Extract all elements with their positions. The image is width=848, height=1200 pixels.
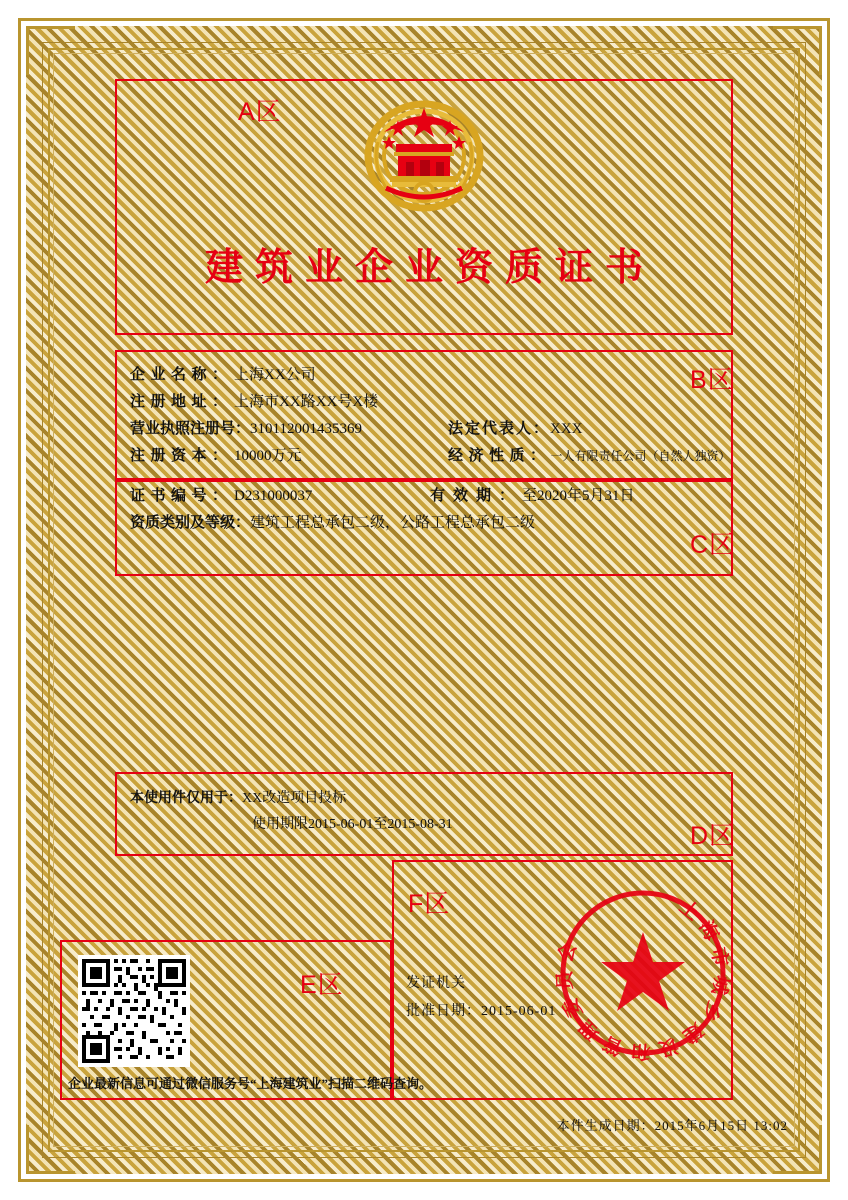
usage-purpose-label: 本使用件仅用于： xyxy=(130,791,242,806)
license-no-label: 营业执照注册号： xyxy=(130,421,251,437)
field-row-category xyxy=(130,510,730,537)
usage-block xyxy=(130,786,720,838)
capital-label: 注册资本： xyxy=(130,448,233,464)
usage-period-row xyxy=(130,812,720,838)
field-row-address xyxy=(130,389,730,416)
economic-type-group xyxy=(448,443,731,470)
capital-value: 10000万元 xyxy=(234,448,302,464)
zone-b-label: B区 xyxy=(690,366,734,394)
certificate-fields xyxy=(130,362,730,537)
qr-note: 企业最新信息可通过微信服务号“上海建筑业”扫描二维码查询。 xyxy=(68,1076,433,1091)
cert-number-value: D231000037 xyxy=(234,488,313,504)
generated-value: 2015年6月15日 13:02 xyxy=(654,1118,788,1133)
official-seal-icon xyxy=(550,880,736,1066)
zone-c-label: C区 xyxy=(690,531,736,559)
legal-rep-label: 法定代表人： xyxy=(448,421,551,437)
usage-purpose-row xyxy=(130,786,720,812)
cert-number-label: 证书编号： xyxy=(130,488,233,504)
license-no-value: 310112001435369 xyxy=(250,421,362,437)
approval-date-value: 2015-06-01 xyxy=(481,1004,557,1019)
category-label: 资质类别及等级： xyxy=(130,515,251,531)
page-title: 建筑业企业资质证书 xyxy=(204,247,655,289)
issuer-authority-label: 发证机关 xyxy=(406,976,466,991)
legal-rep-value: XXX xyxy=(550,421,583,437)
validity-label: 有效期： xyxy=(430,488,523,504)
legal-rep-group xyxy=(448,416,583,443)
generated-label: 本件生成日期： xyxy=(556,1118,655,1133)
issuer-block xyxy=(406,970,556,1026)
validity-group xyxy=(430,483,635,510)
approval-date-label: 批准日期： xyxy=(406,1004,481,1019)
economic-type-value: 一人有限责任公司（自然人独资） xyxy=(550,449,731,463)
validity-value: 至2020年5月31日 xyxy=(522,488,635,504)
field-row-license xyxy=(130,416,730,443)
svg-text:上海市城乡建设和管理委员会: 上海市城乡建设和管理委员会 xyxy=(554,896,732,1062)
zone-e-label: E区 xyxy=(300,971,344,999)
qr-code-icon[interactable] xyxy=(78,955,190,1067)
address-value: 上海市XX路XX号X楼 xyxy=(234,394,379,410)
usage-purpose-value: XX改造项目投标 xyxy=(242,791,347,806)
field-row-cert-number xyxy=(130,483,730,510)
zone-f-label: F区 xyxy=(408,890,451,918)
category-value: 建筑工程总承包二级，公路工程总承包二级 xyxy=(250,515,536,531)
issuer-authority-row xyxy=(406,970,556,998)
certificate-content xyxy=(60,60,788,1140)
usage-period-value: 使用期限2015-06-01至2015-08-31 xyxy=(252,817,453,832)
national-emblem-icon xyxy=(362,94,486,212)
economic-type-label: 经济性质： xyxy=(448,448,551,464)
enterprise-name-value: 上海XX公司 xyxy=(234,367,316,383)
generated-footer xyxy=(557,1115,788,1134)
field-row-enterprise-name xyxy=(130,362,730,389)
issuer-approval-row xyxy=(406,998,556,1026)
emblem-container xyxy=(60,94,788,212)
enterprise-name-label: 企业名称： xyxy=(130,367,233,383)
zone-d-label: D区 xyxy=(690,822,736,850)
field-row-capital xyxy=(130,443,730,470)
address-label: 注册地址： xyxy=(130,394,233,410)
zone-a-label: A区 xyxy=(238,98,282,126)
